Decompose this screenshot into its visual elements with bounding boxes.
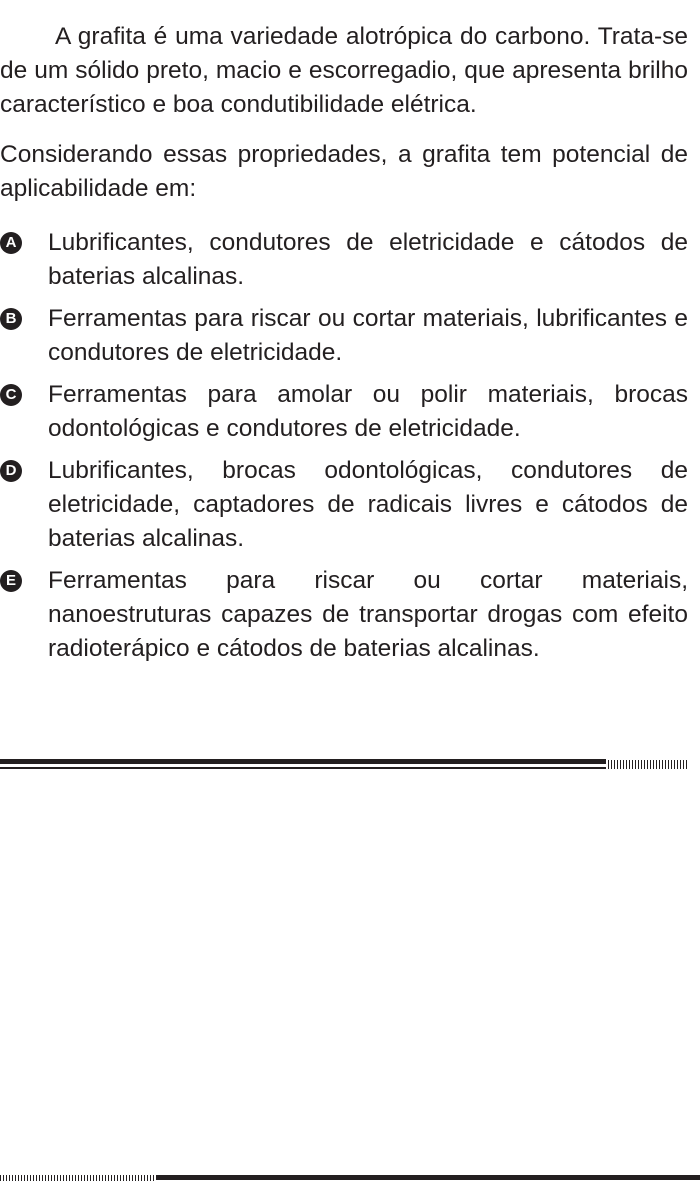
question-prompt: Considerando essas propriedades, a grafita tem potencial de aplicabilidade em: (0, 141, 688, 202)
option-b-text: Ferramentas para riscar ou cortar materiais, lubrificantes e condutores de eletricidade. (48, 305, 688, 366)
option-d-letter-icon: D (0, 460, 22, 482)
question-block (0, 20, 688, 674)
divider-tick-marks (0, 1175, 155, 1181)
option-e[interactable] (0, 564, 688, 666)
divider-thick-line (156, 1175, 700, 1180)
option-c[interactable] (0, 378, 688, 446)
option-d-text: Lubrificantes, brocas odontológicas, condutores de eletricidade, captadores de radicais livres e cátodos de baterias alcalinas. (48, 457, 688, 552)
option-b-letter-icon: B (0, 308, 22, 330)
option-a[interactable] (0, 226, 688, 294)
section-divider-bottom (0, 1175, 700, 1182)
option-a-text: Lubrificantes, condutores de eletricidade e cátodos de baterias alcalinas. (48, 229, 688, 290)
divider-tick-marks (608, 760, 688, 769)
option-e-text: Ferramentas para riscar ou cortar materiais, nanoestruturas capazes de transportar drogas com efeito radioterápico e cátodos de baterias alcalinas. (48, 567, 688, 662)
option-d[interactable] (0, 454, 688, 556)
question-statement: A grafita é uma variedade alotrópica do carbono. Trata-se de um sólido preto, macio e escorregadio, que apresenta brilho característico e boa condutibilidade elétrica. (0, 23, 688, 118)
section-divider-top (0, 759, 700, 771)
divider-thick-line (0, 759, 606, 764)
option-e-letter-icon: E (0, 570, 22, 592)
option-c-letter-icon: C (0, 384, 22, 406)
divider-thin-line (0, 767, 606, 769)
answer-options (0, 226, 688, 666)
option-b[interactable] (0, 302, 688, 370)
option-a-letter-icon: A (0, 232, 22, 254)
option-c-text: Ferramentas para amolar ou polir materiais, brocas odontológicas e condutores de eletricidade. (48, 381, 688, 442)
